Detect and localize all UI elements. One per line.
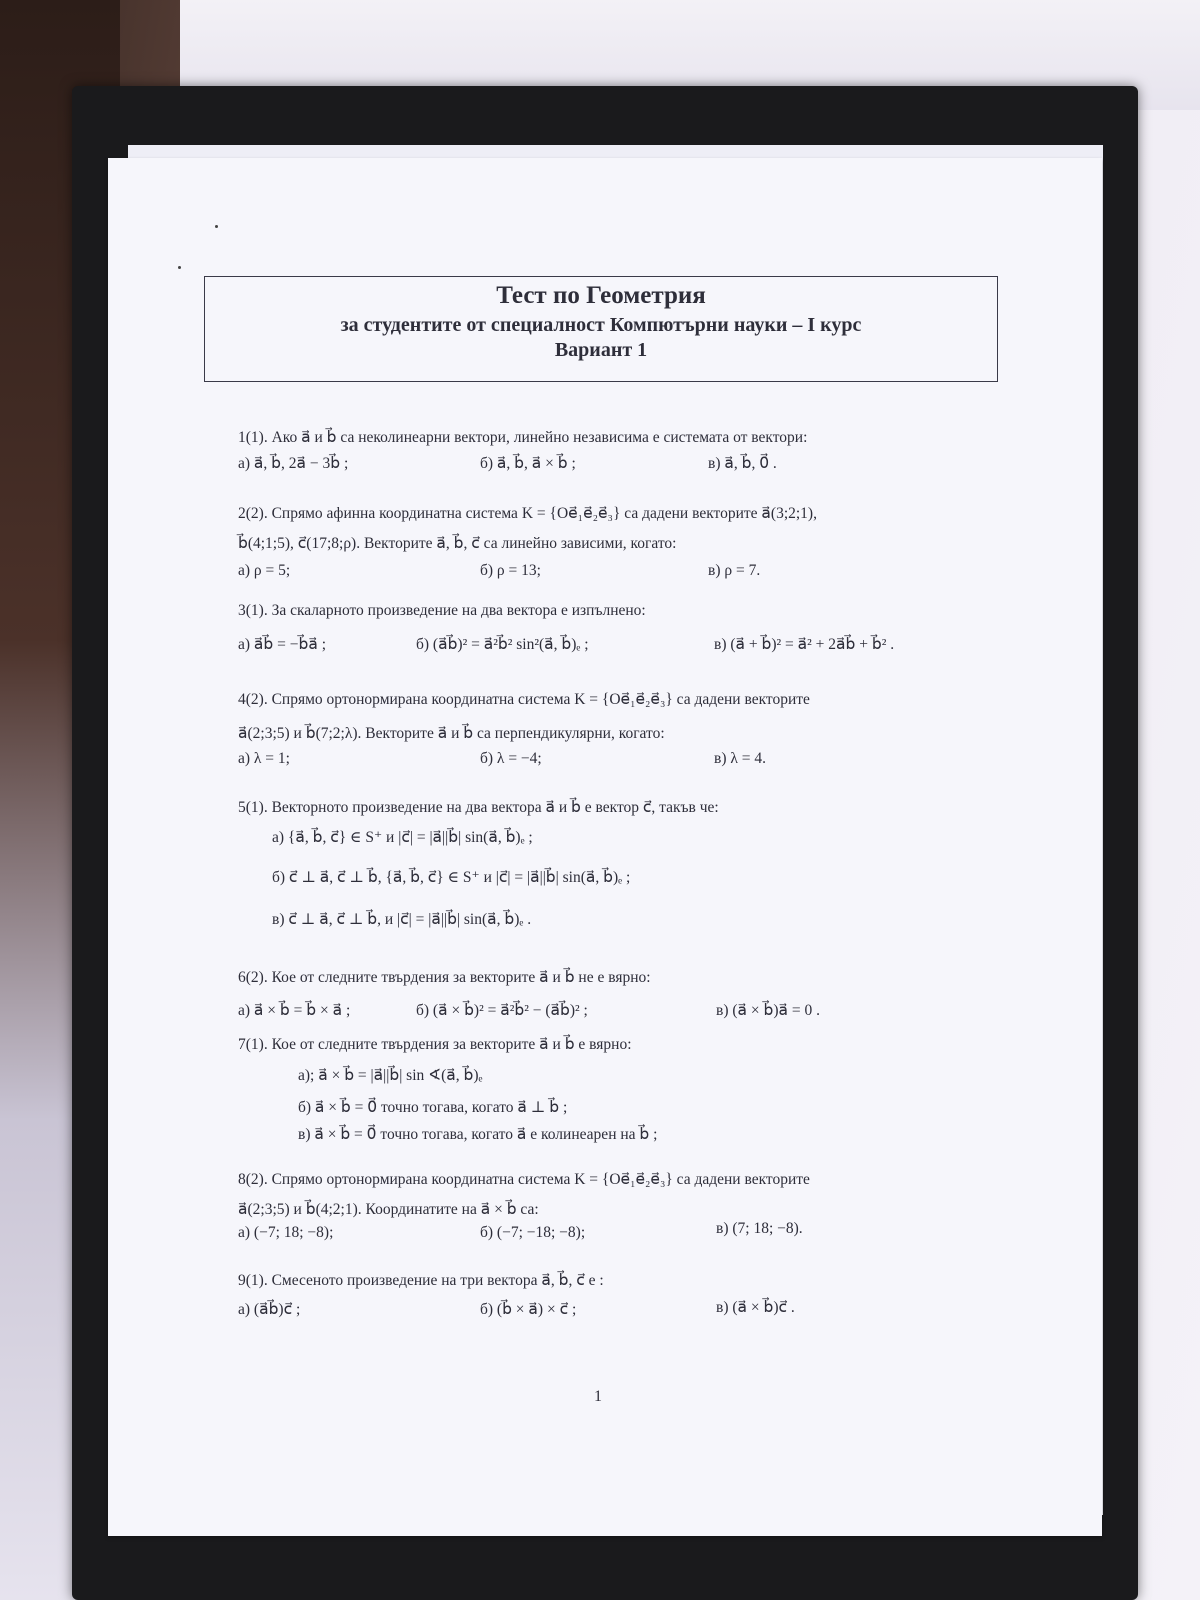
title-box	[204, 276, 998, 382]
question-7-option-c: в) a⃗ × b⃗ = 0⃗ точно тогава, когато a⃗ е колинеарен на b⃗ ;	[298, 1126, 658, 1143]
question-7-option-b: б) a⃗ × b⃗ = 0⃗ точно тогава, когато a⃗ ⊥ b⃗ ;	[298, 1099, 568, 1116]
test-subtitle: за студентите от специалност Компютърни науки – I курс	[340, 314, 862, 336]
question-5-option-a: а) {a⃗, b⃗, c⃗} ∈ S⁺ и |c⃗| = |a⃗||b⃗| sin(a⃗, b⃗)ₑ ;	[272, 829, 533, 846]
question-8-option-c: в) (7; 18; −8).	[716, 1220, 803, 1237]
test-title: Тест по Геометрия	[496, 282, 706, 309]
question-8-stem: 8(2). Спрямо ортонормирана координатна система K = {Oe⃗₁e⃗₂e⃗₃} са дадени векторите	[238, 1171, 810, 1188]
question-3-stem: 3(1). За скаларното произведение на два вектора е изпълнено:	[238, 602, 646, 619]
question-7-option-a: а); a⃗ × b⃗ = |a⃗||b⃗| sin ∢(a⃗, b⃗)ₑ	[298, 1067, 483, 1084]
test-sheet	[108, 158, 1102, 1536]
question-4-stem-cont: a⃗(2;3;5) и b⃗(7;2;λ). Векторите a⃗ и b⃗ са перпендикулярни, когато:	[238, 725, 665, 742]
page-number: 1	[594, 1388, 602, 1405]
question-2-stem-cont: b⃗(4;1;5), c⃗(17;8;ρ). Векторите a⃗, b⃗, c⃗ са линейно зависими, когато:	[238, 535, 677, 552]
question-2-option-c: в) ρ = 7.	[708, 562, 761, 579]
question-2-option-a: а) ρ = 5;	[238, 562, 291, 579]
question-8-stem-cont: a⃗(2;3;5) и b⃗(4;2;1). Координатите на a⃗ × b⃗ са:	[238, 1201, 539, 1218]
question-2-stem: 2(2). Спрямо афинна координатна система K = {Oe⃗₁e⃗₂e⃗₃} са дадени векторите a⃗(3;2;1),	[238, 505, 817, 522]
question-4-option-a: а) λ = 1;	[238, 750, 290, 767]
question-5-stem: 5(1). Векторното произведение на два вектора a⃗ и b⃗ е вектор c⃗, такъв че:	[238, 799, 719, 816]
question-6-stem: 6(2). Кое от следните твърдения за векторите a⃗ и b⃗ не е вярно:	[238, 969, 651, 986]
question-2-option-b: б) ρ = 13;	[480, 562, 541, 579]
question-9-option-c: в) (a⃗ × b⃗)c⃗ .	[716, 1299, 795, 1316]
speck	[215, 225, 218, 228]
question-4-option-c: в) λ = 4.	[714, 750, 766, 767]
question-4-stem: 4(2). Спрямо ортонормирана координатна система K = {Oe⃗₁e⃗₂e⃗₃} са дадени векторите	[238, 691, 810, 708]
question-9-option-b: б) (b⃗ × a⃗) × c⃗ ;	[480, 1301, 577, 1318]
speck	[178, 266, 181, 269]
question-1-stem: 1(1). Ако a⃗ и b⃗ са неколинеарни вектори, линейно независима е системата от вектори:	[238, 429, 808, 446]
question-3-option-a: а) a⃗b⃗ = −b⃗a⃗ ;	[238, 636, 327, 653]
variant-label: Вариант 1	[554, 339, 648, 361]
question-3-option-c: в) (a⃗ + b⃗)² = a⃗² + 2a⃗b⃗ + b⃗² .	[714, 636, 895, 653]
question-9-stem: 9(1). Смесеното произведение на три вектора a⃗, b⃗, c⃗ е :	[238, 1272, 604, 1289]
question-5-option-c: в) c⃗ ⊥ a⃗, c⃗ ⊥ b⃗, и |c⃗| = |a⃗||b⃗| sin(a⃗, b⃗)ₑ .	[272, 911, 532, 928]
question-8-option-a: а) (−7; 18; −8);	[238, 1224, 334, 1241]
question-5-option-b: б) c⃗ ⊥ a⃗, c⃗ ⊥ b⃗, {a⃗, b⃗, c⃗} ∈ S⁺ и |c⃗| = |a⃗||b⃗| sin(a⃗, b⃗)ₑ ;	[272, 869, 631, 886]
question-1-option-c: в) a⃗, b⃗, 0⃗ .	[708, 455, 777, 472]
question-7-stem: 7(1). Кое от следните твърдения за векторите a⃗ и b⃗ е вярно:	[238, 1036, 632, 1053]
question-1-option-b: б) a⃗, b⃗, a⃗ × b⃗ ;	[480, 455, 576, 472]
question-6-option-c: в) (a⃗ × b⃗)a⃗ = 0 .	[716, 1002, 820, 1019]
question-8-option-b: б) (−7; −18; −8);	[480, 1224, 586, 1241]
question-1-option-a: а) a⃗, b⃗, 2a⃗ − 3b⃗ ;	[238, 455, 349, 472]
question-3-option-b: б) (a⃗b⃗)² = a⃗²b⃗² sin²(a⃗, b⃗)ₑ ;	[416, 636, 589, 653]
question-9-option-a: а) (a⃗b⃗)c⃗ ;	[238, 1301, 301, 1318]
question-4-option-b: б) λ = −4;	[480, 750, 542, 767]
question-6-option-a: а) a⃗ × b⃗ = b⃗ × a⃗ ;	[238, 1002, 351, 1019]
question-6-option-b: б) (a⃗ × b⃗)² = a⃗²b⃗² − (a⃗b⃗)² ;	[416, 1002, 588, 1019]
